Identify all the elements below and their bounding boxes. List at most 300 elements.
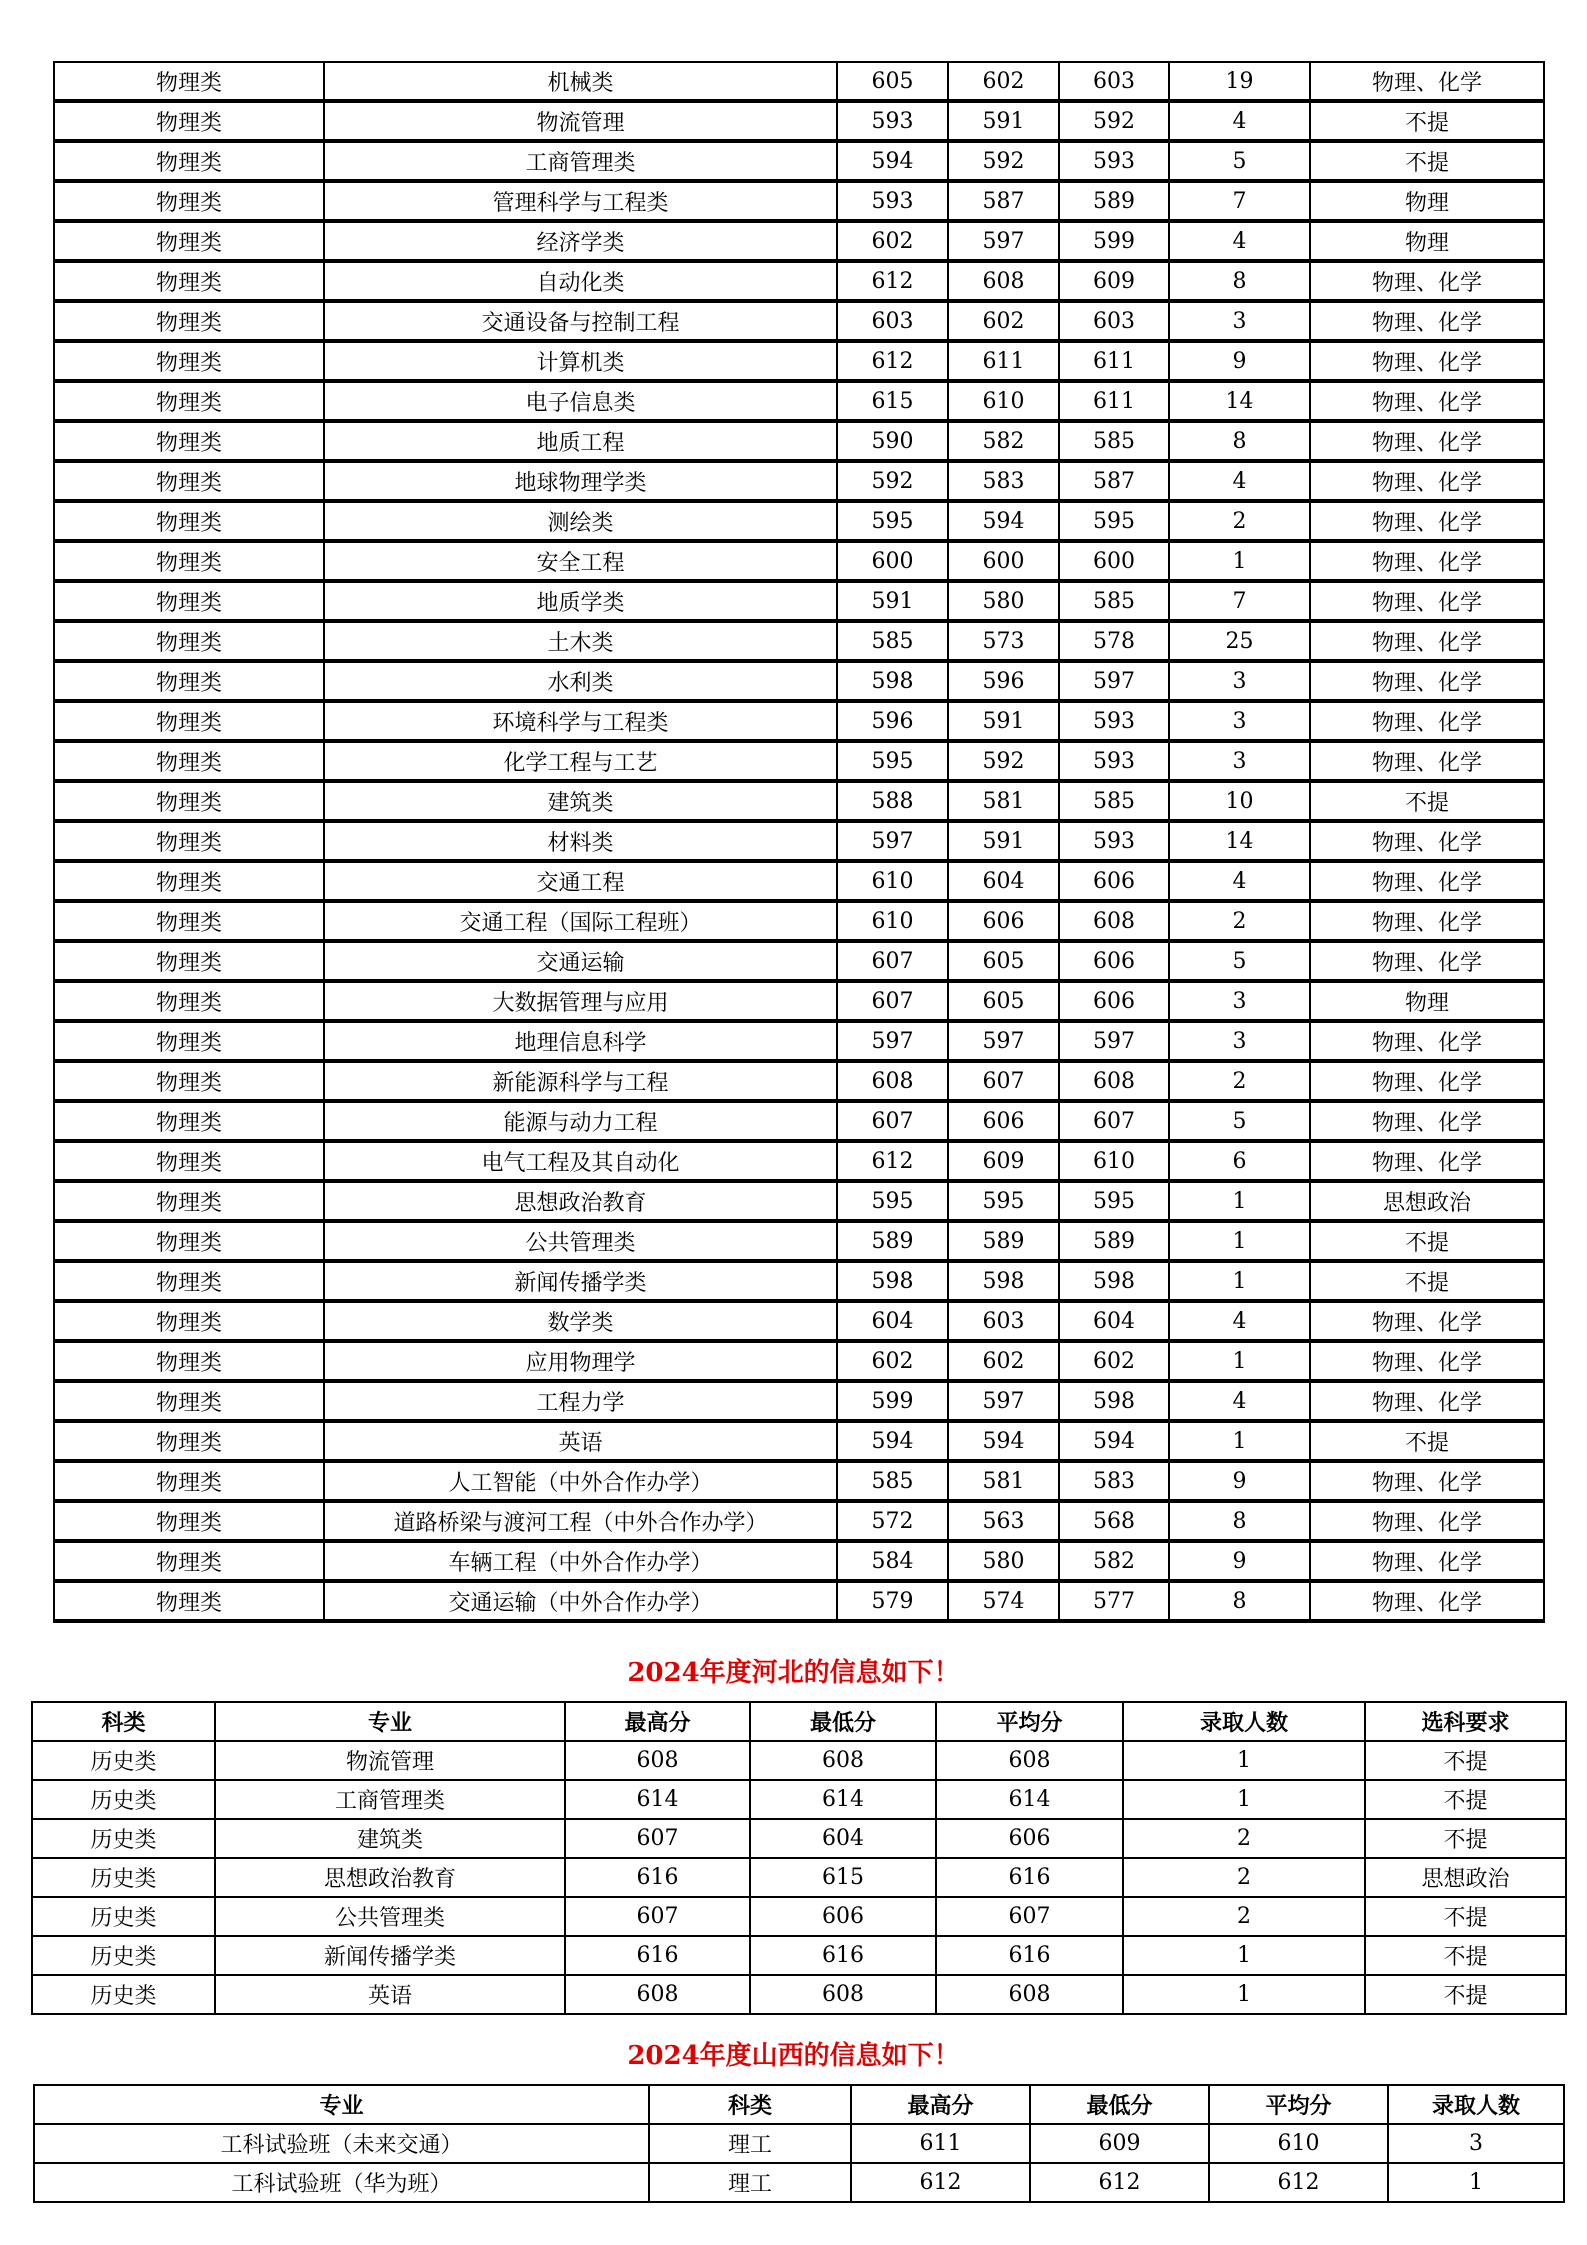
table-cell: 物理类 — [54, 1501, 324, 1541]
table-cell: 思想政治 — [1310, 1181, 1544, 1221]
table-cell: 579 — [837, 1581, 948, 1621]
table-cell: 3 — [1169, 301, 1310, 341]
table-cell: 1 — [1169, 1341, 1310, 1381]
table-cell: 5 — [1169, 941, 1310, 981]
table-cell: 593 — [1059, 141, 1169, 181]
table-cell: 611 — [1059, 381, 1169, 421]
table-cell: 610 — [1059, 1141, 1169, 1181]
table-cell: 7 — [1169, 581, 1310, 621]
table-cell: 交通运输 — [324, 941, 837, 981]
table-cell: 612 — [1209, 2163, 1388, 2202]
table-cell: 14 — [1169, 381, 1310, 421]
table-cell: 598 — [837, 1261, 948, 1301]
column-header: 科类 — [32, 1702, 215, 1741]
table-cell: 597 — [948, 1021, 1059, 1061]
table-cell: 597 — [948, 221, 1059, 261]
table-cell: 物理 — [1310, 181, 1544, 221]
table-cell: 物理类 — [54, 261, 324, 301]
table-cell: 物理类 — [54, 1061, 324, 1101]
table-cell: 594 — [948, 1421, 1059, 1461]
table-cell: 物理类 — [54, 901, 324, 941]
table-cell: 思想政治教育 — [215, 1858, 565, 1897]
table-cell: 606 — [1059, 861, 1169, 901]
table-cell: 物理、化学 — [1310, 1141, 1544, 1181]
table-row — [54, 461, 1544, 501]
table-cell: 交通设备与控制工程 — [324, 301, 837, 341]
table-cell: 588 — [837, 781, 948, 821]
table-row — [54, 421, 1544, 461]
table-cell: 物理、化学 — [1310, 1581, 1544, 1621]
table-cell: 物理、化学 — [1310, 501, 1544, 541]
table-cell: 材料类 — [324, 821, 837, 861]
table-cell: 1 — [1169, 541, 1310, 581]
table-cell: 603 — [1059, 301, 1169, 341]
table-cell: 589 — [1059, 1221, 1169, 1261]
table-cell: 不提 — [1365, 1975, 1566, 2014]
table-cell: 606 — [936, 1819, 1123, 1858]
table-row — [32, 1741, 1566, 1780]
table-cell: 物理类 — [54, 1581, 324, 1621]
table-cell: 608 — [837, 1061, 948, 1101]
table-cell: 地球物理学类 — [324, 461, 837, 501]
table-cell: 不提 — [1310, 141, 1544, 181]
admission-table-shanxi — [33, 2084, 1565, 2203]
table-cell: 2 — [1123, 1858, 1365, 1897]
table-header-row — [32, 1702, 1566, 1741]
table-cell: 3 — [1169, 701, 1310, 741]
table-cell: 物理、化学 — [1310, 581, 1544, 621]
table-cell: 物理、化学 — [1310, 1061, 1544, 1101]
table-row — [54, 1021, 1544, 1061]
table-cell: 595 — [837, 1181, 948, 1221]
table-cell: 9 — [1169, 341, 1310, 381]
table-cell: 585 — [1059, 581, 1169, 621]
table-cell: 历史类 — [32, 1819, 215, 1858]
table-cell: 工科试验班（华为班） — [34, 2163, 649, 2202]
table-cell: 3 — [1169, 981, 1310, 1021]
table-cell: 公共管理类 — [215, 1897, 565, 1936]
table-cell: 582 — [948, 421, 1059, 461]
table-row — [54, 381, 1544, 421]
table-cell: 3 — [1169, 741, 1310, 781]
table-cell: 工商管理类 — [215, 1780, 565, 1819]
table-cell: 物理类 — [54, 1141, 324, 1181]
table-row — [54, 62, 1544, 101]
table-cell: 615 — [837, 381, 948, 421]
table-cell: 593 — [1059, 821, 1169, 861]
column-header: 平均分 — [936, 1702, 1123, 1741]
table-cell: 607 — [837, 941, 948, 981]
table-cell: 物理、化学 — [1310, 901, 1544, 941]
table-cell: 585 — [1059, 781, 1169, 821]
table-cell: 公共管理类 — [324, 1221, 837, 1261]
table-cell: 611 — [851, 2124, 1030, 2163]
table-cell: 602 — [837, 221, 948, 261]
table-row — [54, 1061, 1544, 1101]
table-cell: 物理类 — [54, 661, 324, 701]
table-cell: 物理类 — [54, 381, 324, 421]
table-cell: 606 — [948, 901, 1059, 941]
table-cell: 25 — [1169, 621, 1310, 661]
table-cell: 609 — [1059, 261, 1169, 301]
table-cell: 615 — [750, 1858, 936, 1897]
table-cell: 608 — [936, 1975, 1123, 2014]
table-cell: 理工 — [649, 2124, 851, 2163]
table-cell: 587 — [948, 181, 1059, 221]
table-cell: 不提 — [1365, 1780, 1566, 1819]
table-cell: 598 — [948, 1261, 1059, 1301]
table-cell: 新闻传播学类 — [324, 1261, 837, 1301]
table-cell: 2 — [1123, 1819, 1365, 1858]
table-cell: 物理、化学 — [1310, 1101, 1544, 1141]
table-cell: 614 — [565, 1780, 750, 1819]
table-cell: 603 — [948, 1301, 1059, 1341]
column-header: 选科要求 — [1365, 1702, 1566, 1741]
table-cell: 不提 — [1310, 1421, 1544, 1461]
table-cell: 建筑类 — [324, 781, 837, 821]
table-cell: 605 — [837, 62, 948, 101]
table-cell: 物理类 — [54, 1341, 324, 1381]
table-row — [54, 1381, 1544, 1421]
table-cell: 603 — [837, 301, 948, 341]
table-cell: 568 — [1059, 1501, 1169, 1541]
column-header: 录取人数 — [1388, 2085, 1564, 2124]
table-row — [54, 621, 1544, 661]
column-header: 专业 — [215, 1702, 565, 1741]
table-cell: 10 — [1169, 781, 1310, 821]
table-cell: 593 — [1059, 701, 1169, 741]
column-header: 科类 — [649, 2085, 851, 2124]
table-cell: 不提 — [1365, 1936, 1566, 1975]
table-cell: 607 — [837, 1101, 948, 1141]
table-cell: 595 — [837, 501, 948, 541]
table-cell: 608 — [1059, 1061, 1169, 1101]
table-row — [54, 821, 1544, 861]
table-cell: 611 — [948, 341, 1059, 381]
table-row — [54, 501, 1544, 541]
table-cell: 592 — [837, 461, 948, 501]
table-cell: 工商管理类 — [324, 141, 837, 181]
table-cell: 1 — [1123, 1741, 1365, 1780]
table-cell: 616 — [750, 1936, 936, 1975]
table-cell: 573 — [948, 621, 1059, 661]
table-cell: 4 — [1169, 1301, 1310, 1341]
table-row — [54, 941, 1544, 981]
table-cell: 605 — [948, 941, 1059, 981]
table-cell: 592 — [948, 741, 1059, 781]
admission-table-physics — [53, 61, 1545, 1623]
table-cell: 614 — [750, 1780, 936, 1819]
table-cell: 580 — [948, 581, 1059, 621]
table-cell: 595 — [837, 741, 948, 781]
table-row — [54, 981, 1544, 1021]
table-cell: 594 — [948, 501, 1059, 541]
table-cell: 历史类 — [32, 1858, 215, 1897]
table-cell: 5 — [1169, 1101, 1310, 1141]
table-cell: 物理、化学 — [1310, 941, 1544, 981]
table-cell: 592 — [948, 141, 1059, 181]
table-cell: 不提 — [1310, 781, 1544, 821]
table-row — [54, 1141, 1544, 1181]
table-row — [32, 1780, 1566, 1819]
table-cell: 物理类 — [54, 581, 324, 621]
table-cell: 物理、化学 — [1310, 701, 1544, 741]
table-cell: 物理类 — [54, 101, 324, 141]
table-cell: 道路桥梁与渡河工程（中外合作办学） — [324, 1501, 837, 1541]
table-cell: 物理类 — [54, 541, 324, 581]
table-cell: 597 — [1059, 1021, 1169, 1061]
table-cell: 物理类 — [54, 221, 324, 261]
table-row — [32, 1936, 1566, 1975]
table-cell: 8 — [1169, 1581, 1310, 1621]
table-row — [54, 1221, 1544, 1261]
table-cell: 3 — [1169, 1021, 1310, 1061]
table-cell: 7 — [1169, 181, 1310, 221]
table-cell: 3 — [1169, 661, 1310, 701]
table-cell: 612 — [837, 341, 948, 381]
table-cell: 物理、化学 — [1310, 301, 1544, 341]
hebei-heading: 2024年度河北的信息如下！ — [627, 1658, 960, 1688]
table-cell: 理工 — [649, 2163, 851, 2202]
table-cell: 1 — [1169, 1261, 1310, 1301]
table-cell: 599 — [1059, 221, 1169, 261]
table-cell: 612 — [837, 261, 948, 301]
table-cell: 物理类 — [54, 421, 324, 461]
table-cell: 物理、化学 — [1310, 1381, 1544, 1421]
table-cell: 物理、化学 — [1310, 261, 1544, 301]
table-cell: 1 — [1123, 1975, 1365, 2014]
table-cell: 608 — [948, 261, 1059, 301]
table-cell: 物理类 — [54, 341, 324, 381]
table-cell: 600 — [837, 541, 948, 581]
table-cell: 9 — [1169, 1461, 1310, 1501]
table-cell: 4 — [1169, 461, 1310, 501]
table-cell: 597 — [1059, 661, 1169, 701]
table-row — [54, 1181, 1544, 1221]
table-cell: 604 — [750, 1819, 936, 1858]
table-cell: 2 — [1169, 501, 1310, 541]
table-cell: 思想政治 — [1365, 1858, 1566, 1897]
table-cell: 608 — [936, 1741, 1123, 1780]
table-cell: 596 — [837, 701, 948, 741]
table-cell: 592 — [1059, 101, 1169, 141]
table-cell: 591 — [948, 701, 1059, 741]
table-cell: 物理类 — [54, 1301, 324, 1341]
table-cell: 572 — [837, 1501, 948, 1541]
table-cell: 6 — [1169, 1141, 1310, 1181]
table-cell: 607 — [837, 981, 948, 1021]
table-cell: 612 — [1030, 2163, 1209, 2202]
table-cell: 4 — [1169, 861, 1310, 901]
table-cell: 607 — [565, 1897, 750, 1936]
table-cell: 595 — [1059, 1181, 1169, 1221]
admission-table-hebei — [31, 1701, 1567, 2015]
column-header: 录取人数 — [1123, 1702, 1365, 1741]
table-cell: 604 — [948, 861, 1059, 901]
table-cell: 物理类 — [54, 1461, 324, 1501]
table-cell: 598 — [1059, 1261, 1169, 1301]
column-header: 最低分 — [1030, 2085, 1209, 2124]
table-cell: 历史类 — [32, 1741, 215, 1780]
table-cell: 物理类 — [54, 1101, 324, 1141]
table-cell: 测绘类 — [324, 501, 837, 541]
table-cell: 物理类 — [54, 62, 324, 101]
table-cell: 物理类 — [54, 1181, 324, 1221]
table-cell: 610 — [948, 381, 1059, 421]
table-cell: 物理类 — [54, 861, 324, 901]
table-cell: 物理类 — [54, 1421, 324, 1461]
table-cell: 建筑类 — [215, 1819, 565, 1858]
table-cell: 大数据管理与应用 — [324, 981, 837, 1021]
table-cell: 594 — [837, 141, 948, 181]
table-cell: 工程力学 — [324, 1381, 837, 1421]
table-cell: 602 — [837, 1341, 948, 1381]
table-cell: 594 — [837, 1421, 948, 1461]
table-cell: 物理、化学 — [1310, 421, 1544, 461]
table-cell: 608 — [1059, 901, 1169, 941]
table-cell: 14 — [1169, 821, 1310, 861]
table-row — [54, 661, 1544, 701]
table-cell: 606 — [948, 1101, 1059, 1141]
table-cell: 英语 — [324, 1421, 837, 1461]
table-cell: 574 — [948, 1581, 1059, 1621]
table-cell: 610 — [1209, 2124, 1388, 2163]
table-row — [54, 581, 1544, 621]
table-cell: 交通工程（国际工程班） — [324, 901, 837, 941]
table-cell: 物理、化学 — [1310, 1461, 1544, 1501]
table-row — [32, 1897, 1566, 1936]
table-cell: 水利类 — [324, 661, 837, 701]
table-cell: 608 — [750, 1741, 936, 1780]
table-cell: 595 — [1059, 501, 1169, 541]
table-cell: 585 — [837, 1461, 948, 1501]
table-row — [54, 1421, 1544, 1461]
table-row — [54, 541, 1544, 581]
table-cell: 616 — [565, 1936, 750, 1975]
table-cell: 602 — [948, 1341, 1059, 1381]
table-cell: 609 — [948, 1141, 1059, 1181]
table-row — [54, 261, 1544, 301]
table-row — [32, 1819, 1566, 1858]
table-cell: 物理类 — [54, 941, 324, 981]
table-cell: 8 — [1169, 421, 1310, 461]
table-cell: 物理类 — [54, 301, 324, 341]
table-cell: 591 — [948, 101, 1059, 141]
table-row — [54, 901, 1544, 941]
table-cell: 610 — [837, 901, 948, 941]
table-cell: 602 — [1059, 1341, 1169, 1381]
table-cell: 人工智能（中外合作办学） — [324, 1461, 837, 1501]
table-cell: 598 — [1059, 1381, 1169, 1421]
table-cell: 607 — [565, 1819, 750, 1858]
table-cell: 能源与动力工程 — [324, 1101, 837, 1141]
table-cell: 物理、化学 — [1310, 741, 1544, 781]
table-cell: 物理、化学 — [1310, 1541, 1544, 1581]
table-cell: 606 — [1059, 981, 1169, 1021]
table-row — [54, 1501, 1544, 1541]
table-row — [54, 1541, 1544, 1581]
table-cell: 581 — [948, 781, 1059, 821]
table-cell: 车辆工程（中外合作办学） — [324, 1541, 837, 1581]
table-cell: 589 — [1059, 181, 1169, 221]
table-cell: 612 — [837, 1141, 948, 1181]
table-cell: 1 — [1169, 1221, 1310, 1261]
table-cell: 589 — [837, 1221, 948, 1261]
table-cell: 598 — [837, 661, 948, 701]
table-cell: 607 — [936, 1897, 1123, 1936]
table-row — [54, 741, 1544, 781]
table-cell: 环境科学与工程类 — [324, 701, 837, 741]
table-cell: 605 — [948, 981, 1059, 1021]
table-row — [54, 781, 1544, 821]
table-cell: 物理类 — [54, 981, 324, 1021]
table-row — [34, 2163, 1564, 2202]
table-cell: 土木类 — [324, 621, 837, 661]
table-cell: 4 — [1169, 221, 1310, 261]
table-cell: 580 — [948, 1541, 1059, 1581]
table-cell: 物理类 — [54, 461, 324, 501]
table-row — [32, 1858, 1566, 1897]
table-cell: 591 — [837, 581, 948, 621]
table-cell: 606 — [1059, 941, 1169, 981]
table-cell: 物理、化学 — [1310, 1301, 1544, 1341]
table-cell: 自动化类 — [324, 261, 837, 301]
table-cell: 8 — [1169, 1501, 1310, 1541]
column-header: 最高分 — [565, 1702, 750, 1741]
table-cell: 物理类 — [54, 701, 324, 741]
table-cell: 物理、化学 — [1310, 1021, 1544, 1061]
table-cell: 589 — [948, 1221, 1059, 1261]
table-cell: 物理、化学 — [1310, 461, 1544, 501]
table-cell: 585 — [837, 621, 948, 661]
table-cell: 583 — [948, 461, 1059, 501]
table-row — [54, 101, 1544, 141]
table-cell: 612 — [851, 2163, 1030, 2202]
table-cell: 交通工程 — [324, 861, 837, 901]
column-header: 最低分 — [750, 1702, 936, 1741]
table-cell: 603 — [1059, 62, 1169, 101]
table-row — [54, 1261, 1544, 1301]
table-cell: 物理、化学 — [1310, 661, 1544, 701]
table-cell: 不提 — [1310, 101, 1544, 141]
table-cell: 数学类 — [324, 1301, 837, 1341]
table-cell: 计算机类 — [324, 341, 837, 381]
table-cell: 3 — [1388, 2124, 1564, 2163]
table-cell: 经济学类 — [324, 221, 837, 261]
table-cell: 2 — [1169, 901, 1310, 941]
table-cell: 611 — [1059, 341, 1169, 381]
table-cell: 不提 — [1365, 1897, 1566, 1936]
table-cell: 577 — [1059, 1581, 1169, 1621]
table-cell: 物流管理 — [215, 1741, 565, 1780]
table-cell: 593 — [837, 101, 948, 141]
table-cell: 历史类 — [32, 1936, 215, 1975]
table-cell: 物理、化学 — [1310, 1341, 1544, 1381]
table-cell: 不提 — [1310, 1261, 1544, 1301]
table-cell: 597 — [948, 1381, 1059, 1421]
table-cell: 物理类 — [54, 621, 324, 661]
column-header: 平均分 — [1209, 2085, 1388, 2124]
table-cell: 地理信息科学 — [324, 1021, 837, 1061]
table-cell: 思想政治教育 — [324, 1181, 837, 1221]
table-row — [54, 1301, 1544, 1341]
table-cell: 物理、化学 — [1310, 1501, 1544, 1541]
table-cell: 不提 — [1365, 1819, 1566, 1858]
table-cell: 物理、化学 — [1310, 821, 1544, 861]
table-row — [54, 301, 1544, 341]
table-cell: 物理类 — [54, 1541, 324, 1581]
table-row — [54, 1461, 1544, 1501]
